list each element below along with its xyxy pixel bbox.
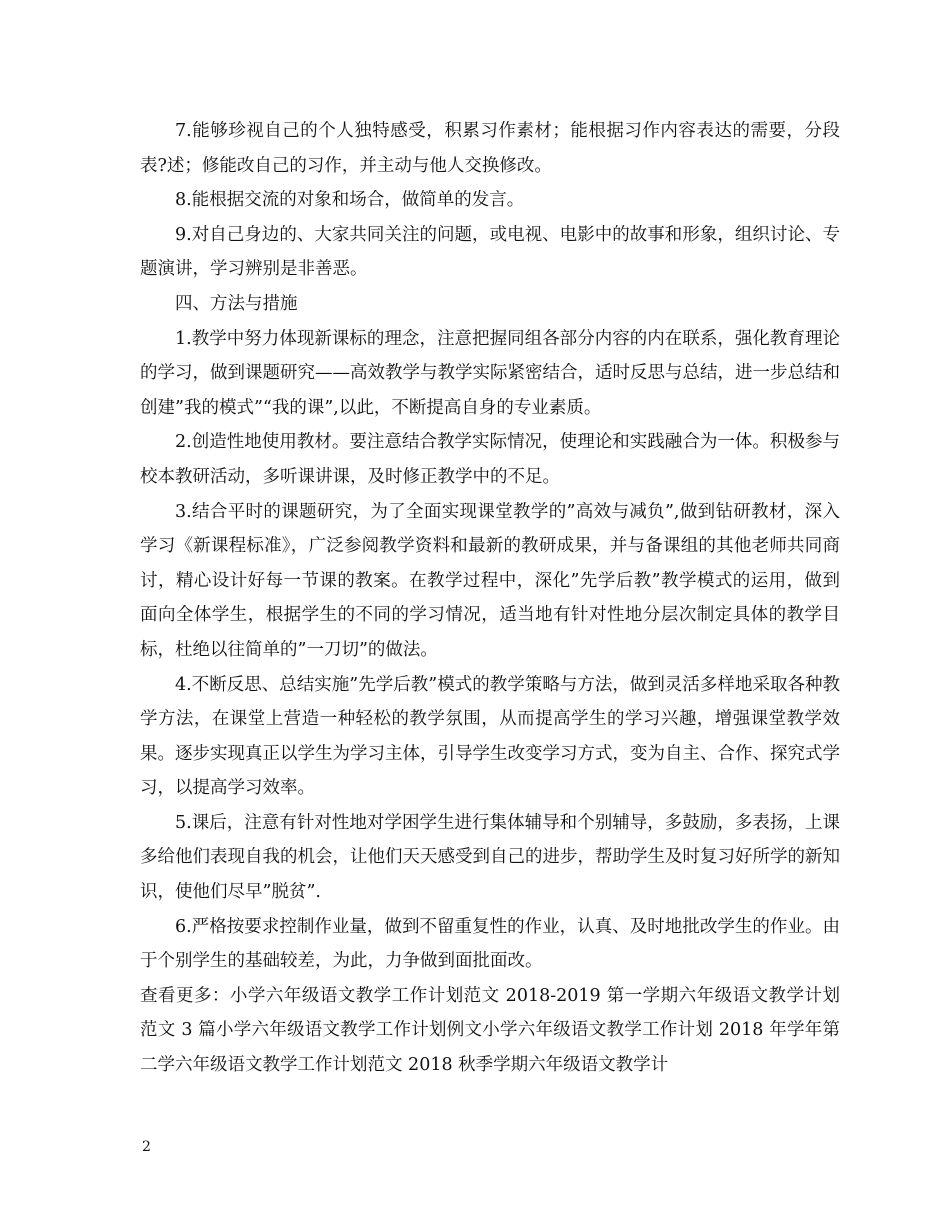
paragraph-item-8: 8.能根据交流的对象和场合，做简单的发言。	[175, 190, 525, 211]
more-links-text: 查看更多：小学六年级语文教学工作计划范文 2018-2019 第一学期六年级语文教学计划范文 3 篇小学六年级语文教学工作计划例文小学六年级语文教学工作计划 2018 年学年第二学六年级语文教学工作计划范文 2018 秋季学期六年级语文教学计	[140, 985, 840, 1076]
paragraph-measure-6: 6.严格按要求控制作业量，做到不留重复性的作业，认真、及时地批改学生的作业。由于个别学生的基础较差，为此，力争做到面批面改。	[140, 916, 840, 972]
paragraph-item-7: 7.能够珍视自己的个人独特感受，积累习作素材；能根据习作内容表达的需要，分段表?述；修能改自己的习作，并主动与他人交换修改。	[140, 121, 840, 176]
paragraph-item-9: 9.对自己身边的、大家共同关注的问题，或电视、电影中的故事和形象，组织讨论、专题演讲，学习辨别是非善恶。	[140, 224, 840, 280]
section-heading-methods: 四、方法与措施	[175, 293, 298, 314]
page-number: 2	[142, 1139, 151, 1155]
paragraph-measure-1: 1.教学中努力体现新课标的理念，注意把握同组各部分内容的内在联系，强化教育理论的学习，做到课题研究——高效教学与教学实际紧密结合，适时反思与总结，进一步总结和创建”我的模式”“我的课”,以此，不断提高自身的专业素质。	[140, 328, 840, 418]
paragraph-measure-5: 5.课后，注意有针对性地对学困学生进行集体辅导和个别辅导，多鼓励，多表扬，上课多给他们表现自我的机会，让他们天天感受到自己的进步，帮助学生及时复习好所学的新知识，使他们尽早”脱贫”.	[140, 812, 840, 903]
paragraph-measure-3: 3.结合平时的课题研究，为了全面实现课堂教学的”高效与减负”,做到钻研教材，深入学习《新课程标准》，广泛参阅教学资料和最新的教研成果，并与备课组的其他老师共同商讨，精心设计好每一节课的教案。在教学过程中，深化”先学后教”教学模式的运用，做到面向全体学生，根据学生的不同的学习情况，适当地有针对性地分层次制定具体的教学目标，杜绝以往简单的”一刀切”的做法。	[140, 501, 840, 660]
document-body	[140, 114, 840, 1083]
paragraph-measure-4: 4.不断反思、总结实施”先学后教”模式的教学策略与方法，做到灵活多样地采取各种教学方法，在课堂上营造一种轻松的教学氛围，从而提高学生的学习兴趣，增强课堂教学效果。逐步实现真正以学生为学习主体，引导学生改变学习方式，变为自主、合作、探究式学习，以提高学习效率。	[140, 674, 840, 799]
paragraph-measure-2: 2.创造性地使用教材。要注意结合教学实际情况，使理论和实践融合为一体。积极参与校本教研活动，多听课讲课，及时修正教学中的不足。	[140, 432, 840, 487]
